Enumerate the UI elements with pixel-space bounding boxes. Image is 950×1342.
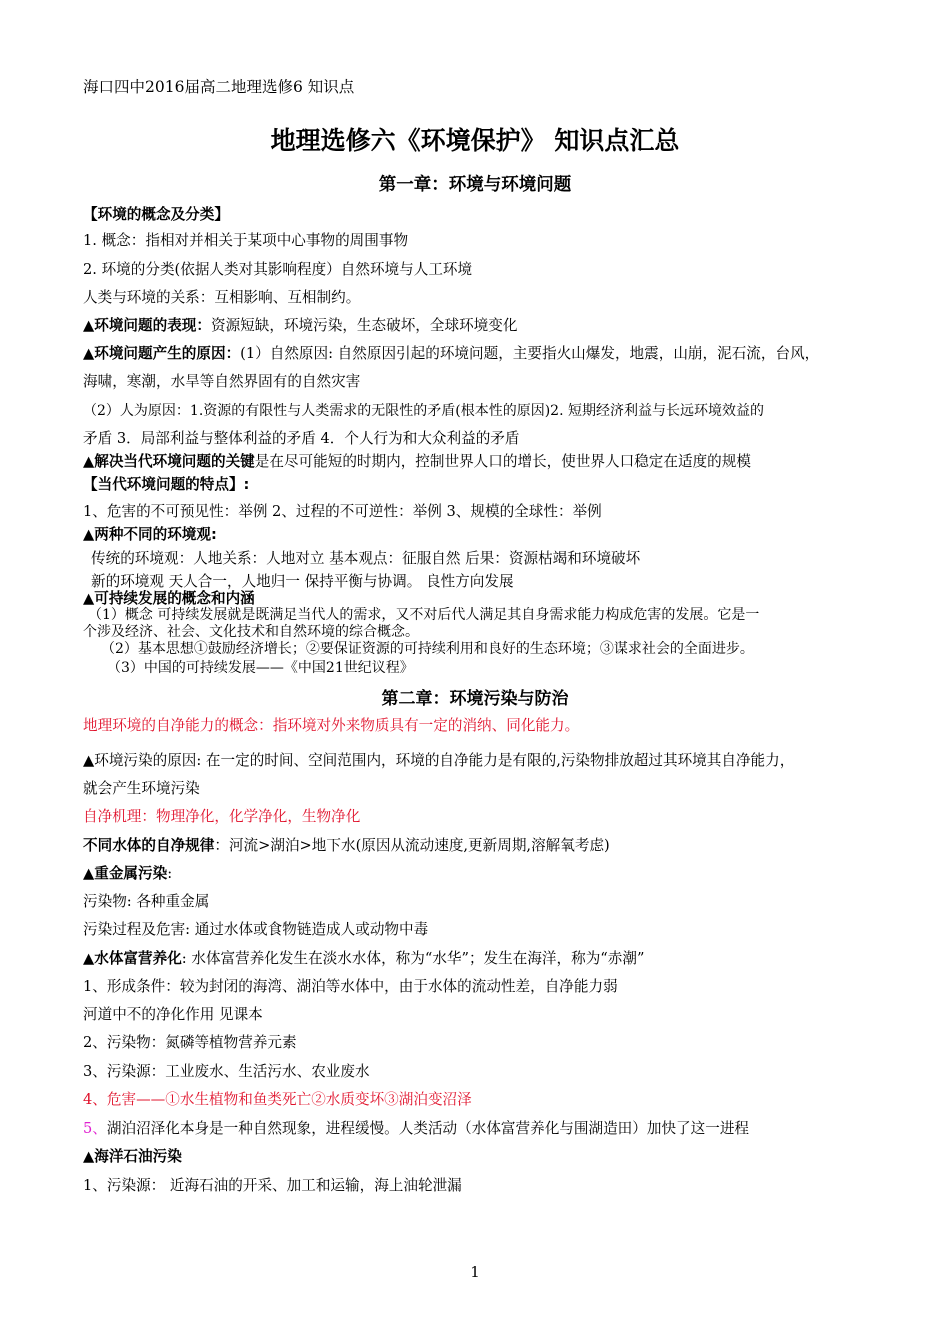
bold-label: ▲重金属污染: [83, 865, 168, 882]
paragraph: （2）人为原因：1.资源的有限性与人类需求的无限性的矛盾(根本性的原因)2. 短期经济利益与长远环境效益的: [83, 403, 764, 419]
section-heading: ▲可持续发展的概念和内涵: [83, 590, 255, 607]
paragraph: 1、形成条件：较为封闭的海湾、湖泊等水体中，由于水体的流动性差，自净能力弱: [83, 978, 618, 995]
bold-label: ▲环境问题的表现：: [83, 317, 211, 334]
paragraph-text: : 水体富营养化发生在淡水水体，称为“水华”；发生在海洋，称为“赤潮”: [181, 950, 645, 967]
paragraph: 传统的环境观：人地关系：人地对立 基本观点：征服自然 后果：资源枯竭和环境破坏: [91, 550, 641, 567]
paragraph: 3、污染源：工业废水、生活污水、农业废水: [83, 1063, 370, 1080]
paragraph: 2. 环境的分类(依据人类对其影响程度）自然环境与人工环境: [83, 261, 473, 278]
section-heading: [83, 865, 172, 883]
document-title: 地理选修六《环境保护》 知识点汇总: [270, 126, 680, 155]
paragraph: 海啸，寒潮，水旱等自然界固有的自然灾害: [83, 373, 361, 390]
paragraph: 人类与环境的关系：互相影响、互相制约。: [83, 289, 361, 306]
section-heading: ▲海洋石油污染: [83, 1148, 182, 1165]
paragraph: （2）基本思想①鼓励经济增长；②要保证资源的可持续利用和良好的生态环境；③谋求社会的全面进步。: [101, 641, 754, 657]
paragraph: [83, 950, 644, 968]
paragraph: 2、污染物：氮磷等植物营养元素: [83, 1034, 297, 1051]
paragraph: 新的环境观 天人合一，人地归一 保持平衡与协调。 良性方向发展: [91, 573, 514, 590]
section-heading: 【当代环境问题的特点】:: [83, 476, 250, 493]
bold-label: 不同水体的自净规律: [83, 837, 215, 854]
paragraph-text: ：河流>湖泊>地下水(原因从流动速度,更新周期,溶解氧考虑): [214, 837, 610, 854]
paragraph: [83, 1120, 749, 1138]
paragraph-text: 是在尽可能短的时期内，控制世界人口的增长，使世界人口稳定在适度的规模: [254, 453, 751, 470]
paragraph: ▲环境污染的原因: 在一定的时间、空间范围内，环境的自净能力是有限的,污染物排放超过其环境其自净能力，: [83, 752, 795, 769]
paragraph: 就会产生环境污染: [83, 780, 200, 797]
section-heading: ▲两种不同的环境观:: [83, 526, 217, 543]
list-number: 5、: [83, 1120, 107, 1137]
paragraph: [83, 317, 517, 335]
colon: :: [167, 865, 173, 882]
chapter1-title: 第一章：环境与环境问题: [378, 175, 572, 195]
section-heading: 【环境的概念及分类】: [83, 206, 229, 223]
paragraph: 污染物: 各种重金属: [83, 893, 210, 910]
paragraph: 污染过程及危害: 通过水体或食物链造成人或动物中毒: [83, 921, 429, 938]
paragraph-text: 湖泊沼泽化本身是一种自然现象，进程缓慢。人类活动（水体富营养化与围湖造田）加快了这一进程: [106, 1120, 750, 1137]
paragraph: （3）中国的可持续发展——《中国21世纪议程》: [107, 660, 414, 676]
highlight-paragraph: 地理环境的自净能力的概念：指环境对外来物质具有一定的消纳、同化能力。: [83, 717, 580, 734]
paragraph-text: 资源短缺，环境污染，生态破坏，全球环境变化: [210, 317, 518, 334]
paragraph: 个涉及经济、社会、文化技术和自然环境的综合概念。: [83, 624, 419, 640]
document-header: 海口四中2016届高二地理选修6 知识点: [83, 78, 355, 96]
paragraph: [83, 837, 610, 855]
bold-label: ▲水体富营养化: [83, 950, 182, 967]
paragraph: 1. 概念：指相对并相关于某项中心事物的周围事物: [83, 232, 409, 249]
bold-label: ▲解决当代环境问题的关键: [83, 453, 255, 470]
paragraph: [83, 453, 751, 471]
bold-label: ▲环境问题产生的原因：: [83, 345, 241, 362]
paragraph: [83, 345, 819, 363]
paragraph: （1）概念 可持续发展就是既满足当代人的需求，又不对后代人满足其自身需求能力构成危害的发展。它是一: [88, 607, 760, 623]
paragraph: 1、危害的不可预见性：举例 2、过程的不可逆性：举例 3、规模的全球性：举例: [83, 503, 602, 520]
highlight-paragraph: 自净机理：物理净化，化学净化，生物净化: [83, 808, 361, 825]
paragraph: 矛盾 3．局部利益与整体利益的矛盾 4．个人行为和大众利益的矛盾: [83, 430, 520, 447]
page-number: 1: [470, 1263, 480, 1281]
highlight-paragraph: 4、危害——①水生植物和鱼类死亡②水质变坏③湖泊变沼泽: [83, 1091, 472, 1108]
paragraph: 河道中不的净化作用 见课本: [83, 1006, 263, 1023]
paragraph: 1、污染源： 近海石油的开采、加工和运输，海上油轮泄漏: [83, 1177, 462, 1194]
paragraph-text: (1）自然原因: 自然原因引起的环境问题，主要指火山爆发，地震，山崩，泥石流，台风，: [240, 345, 820, 362]
chapter2-title: 第二章：环境污染与防治: [381, 689, 569, 709]
